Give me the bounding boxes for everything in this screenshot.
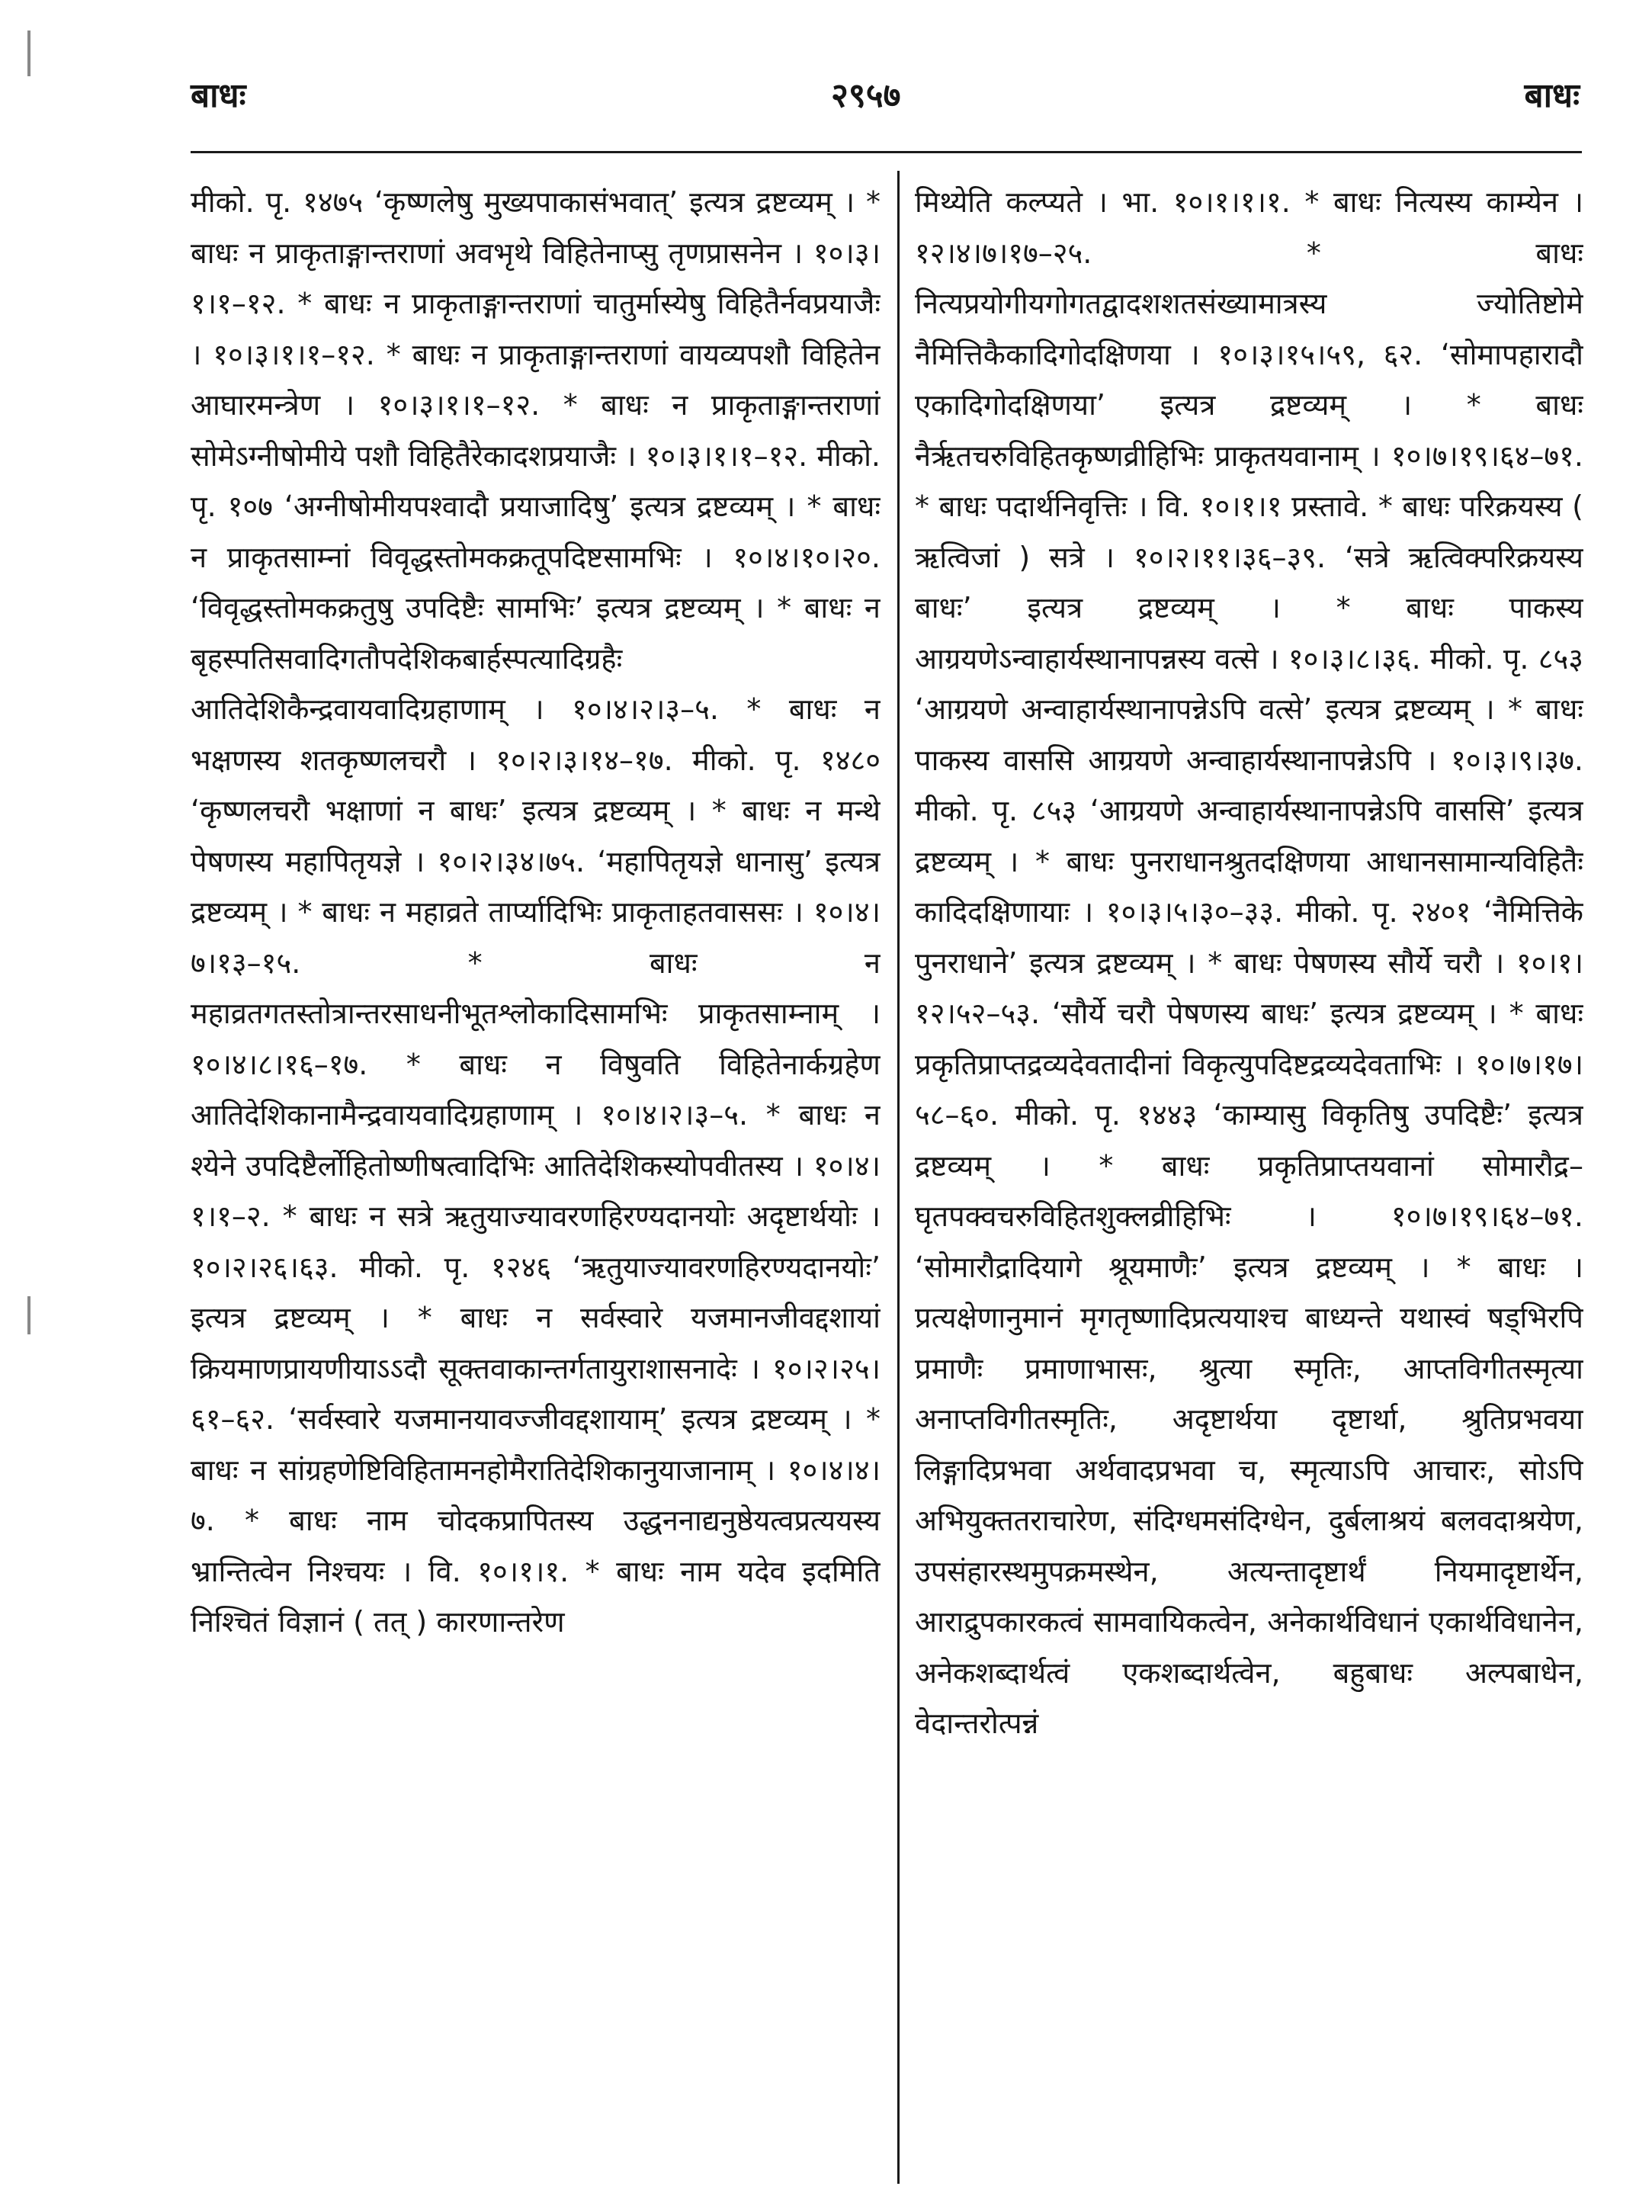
left-column — [191, 177, 881, 2190]
page-number: २९५७ — [831, 76, 901, 115]
header-left-keyword: बाधः — [191, 76, 246, 115]
right-column — [915, 177, 1583, 2190]
scan-margin-mark — [27, 1296, 30, 1334]
header-rule — [191, 151, 1582, 153]
scan-margin-mark — [27, 30, 30, 76]
header-right-keyword: बाधः — [1524, 76, 1580, 115]
left-paragraph: * बाधः न प्राकृतसाम्नां विवृद्धस्तोमकक्रतूपदिष्टसामभिः । १०।४।१०।२०. ‘विवृद्धस्तोमकक्रतुषु उपदिष्टैः सामभिः’ इत्यत्र द्रष्टव्यम् । * बाधः न बृहस्पतिसवादिगतौपदेशिकबार्हस्पत्यादिग्रहैः आतिदेशिकैन्द्रवायवादिग्रहाणाम् । १०।४।२।३–५. * बाधः न भक्षणस्य शतकृष्णलचरौ । १०।२।३।१४–१७. मीको. पृ. १४८० ‘कृष्णलचरौ भक्षाणां न बाधः’ इत्यत्र द्रष्टव्यम् । * बाधः न मन्थे पेषणस्य महापितृयज्ञे । १०।२।३४।७५. ‘महापितृयज्ञे धानासु’ इत्यत्र द्रष्टव्यम् । * बाधः न महाव्रते तार्प्यादिभिः प्राकृताहतवाससः । १०।४।७।१३–१५. * बाधः न महाव्रतगतस्तोत्रान्तरसाधनीभूतश्लोकादिसामभिः प्राकृतसाम्नाम् । १०।४।८।१६–१७. * बाधः न विषुवति विहितेनार्कग्रहेण आतिदेशिकानामैन्द्रवायवादिग्रहाणाम् । १०।४।२।३–५. * बाधः न श्येने उपदिष्टैर्लोहितोष्णीषत्वादिभिः आतिदेशिकस्योपवीतस्य । १०।४।१।१–२. * बाधः न सत्रे ऋतुयाज्यावरणहिरण्यदानयोः अदृष्टार्थयोः । १०।२।२६।६३. मीको. पृ. १२४६ ‘ऋतुयाज्यावरणहिरण्यदानयोः’ इत्यत्र द्रष्टव्यम् । * बाधः न सर्वस्वारे यजमानजीवद्दशायां क्रियमाणप्रायणीयाऽऽदौ सूक्तवाकान्तर्गतायुराशासनादेः । १०।२।२५।६१–६२. ‘सर्वस्वारे यजमानयावज्जीवद्दशायाम्’ इत्यत्र द्रष्टव्यम् । * बाधः न सांग्रहणेष्टिविहितामनहोमैरातिदेशिकानुयाजानाम् । १०।४।४।७. * बाधः नाम चोदकप्रापितस्य उद्धननाद्यनुष्ठेयत्वप्रत्ययस्य भ्रान्तित्वेन निश्चयः । वि. १०।१।१. * बाधः नाम यदेव इदमिति निश्चितं विज्ञानं ( तत् ) कारणान्तरेण — [191, 490, 881, 1639]
left-paragraph: मीको. पृ. १४७५ ‘कृष्णलेषु मुख्यपाकासंभवात्’ इत्यत्र द्रष्टव्यम् । * बाधः न प्राकृताङ्गान्तराणां अवभृथे विहितेनाप्सु तृणप्रासनेन । १०।३।१।१–१२. * बाधः न प्राकृताङ्गान्तराणां चातुर्मास्येषु विहितैर्नवप्रयाजैः । १०।३।१।१–१२. * बाधः न प्राकृताङ्गान्तराणां वायव्यपशौ विहितेन आघारमन्त्रेण । १०।३।१।१–१२. * बाधः न प्राकृताङ्गान्तराणां सोमेऽग्नीषोमीये पशौ विहितैरेकादशप्रयाजैः । १०।३।१।१–१२. मीको. पृ. १०७ ‘अग्नीषोमीयपश्वादौ प्रयाजादिषु’ इत्यत्र द्रष्टव्यम् । — [191, 185, 881, 523]
right-paragraph: मिथ्येति कल्प्यते । भा. १०।१।१।१. * बाधः नित्यस्य काम्येन । १२।४।७।१७–२५. * बाधः नित्यप्रयोगीयगोगतद्वादशशतसंख्यामात्रस्य ज्योतिष्टोमे नैमित्तिकैकादिगोदक्षिणया । १०।३।१५।५९, ६२. ‘सोमापहारादौ एकादिगोदक्षिणया’ इत्यत्र द्रष्टव्यम् । * बाधः नैर्ऋतचरुविहितकृष्णव्रीहिभिः प्राकृतयवानाम् । १०।७।१९।६४–७१. * बाधः पदार्थनिवृत्तिः । वि. १०।१।१ प्रस्तावे. * बाधः परिक्रयस्य ( ऋत्विजां ) सत्रे । १०।२।११।३६–३९. ‘सत्रे ऋत्विक्परिक्रयस्य बाधः’ इत्यत्र द्रष्टव्यम् । * बाधः पाकस्य आग्रयणेऽन्वाहार्यस्थानापन्नस्य वत्से । १०।३।८।३६. मीको. पृ. ८५३ ‘आग्रयणे अन्वाहार्यस्थानापन्नेऽपि वत्से’ इत्यत्र द्रष्टव्यम् । * बाधः पाकस्य वाससि आग्रयणे अन्वाहार्यस्थानापन्नेऽपि । १०।३।९।३७. मीको. पृ. ८५३ ‘आग्रयणे अन्वाहार्यस्थानापन्नेऽपि वाससि’ इत्यत्र द्रष्टव्यम् । * बाधः पुनराधानश्रुतदक्षिणया आधानसामान्यविहितैः कादिदक्षिणायाः । १०।३।५।३०–३३. मीको. पृ. २४०१ ‘नैमित्तिके पुनराधाने’ इत्यत्र द्रष्टव्यम् । * बाधः पेषणस्य सौर्ये चरौ । १०।१।१२।५२–५३. ‘सौर्ये चरौ पेषणस्य बाधः’ इत्यत्र द्रष्टव्यम् । * बाधः प्रकृतिप्राप्तद्रव्यदेवतादीनां विकृत्युपदिष्टद्रव्यदेवताभिः । १०।७।१७।५८–६०. मीको. पृ. १४४३ ‘काम्यासु विकृतिषु उपदिष्टैः’ इत्यत्र द्रष्टव्यम् । * बाधः प्रकृतिप्राप्तयवानां सोमारौद्र–घृतपक्वचरुविहितशुक्लव्रीहिभिः । १०।७।१९।६४–७१. ‘सोमारौद्रादियागे श्रूयमाणैः’ इत्यत्र द्रष्टव्यम् । * बाधः । प्रत्यक्षेणानुमानं मृगतृष्णादिप्रत्ययाश्च बाध्यन्ते यथास्वं षड्भिरपि प्रमाणैः प्रमाणाभासः, श्रुत्या स्मृतिः, आप्तविगीतस्मृत्या अनाप्तविगीतस्मृतिः, अदृष्टार्थया दृष्टार्था, श्रुतिप्रभवया लिङ्गादिप्रभवा अर्थवादप्रभवा च, स्मृत्याऽपि आचारः, सोऽपि अभियुक्ततराचारेण, संदिग्धमसंदिग्धेन, दुर्बलाश्रयं बलवदाश्रयेण, उपसंहारस्थमुपक्रमस्थेन, अत्यन्तादृष्टार्थं नियमादृष्टार्थेन, आराद्रुपकारकत्वं सामवायिकत्वेन, अनेकार्थविधानं एकार्थविधानेन, अनेकशब्दार्थत्वं एकशब्दार्थत्वेन, बहुबाधः अल्पबाधेन, वेदान्तरोत्पन्नं — [915, 185, 1583, 1740]
column-divider — [897, 171, 900, 2184]
